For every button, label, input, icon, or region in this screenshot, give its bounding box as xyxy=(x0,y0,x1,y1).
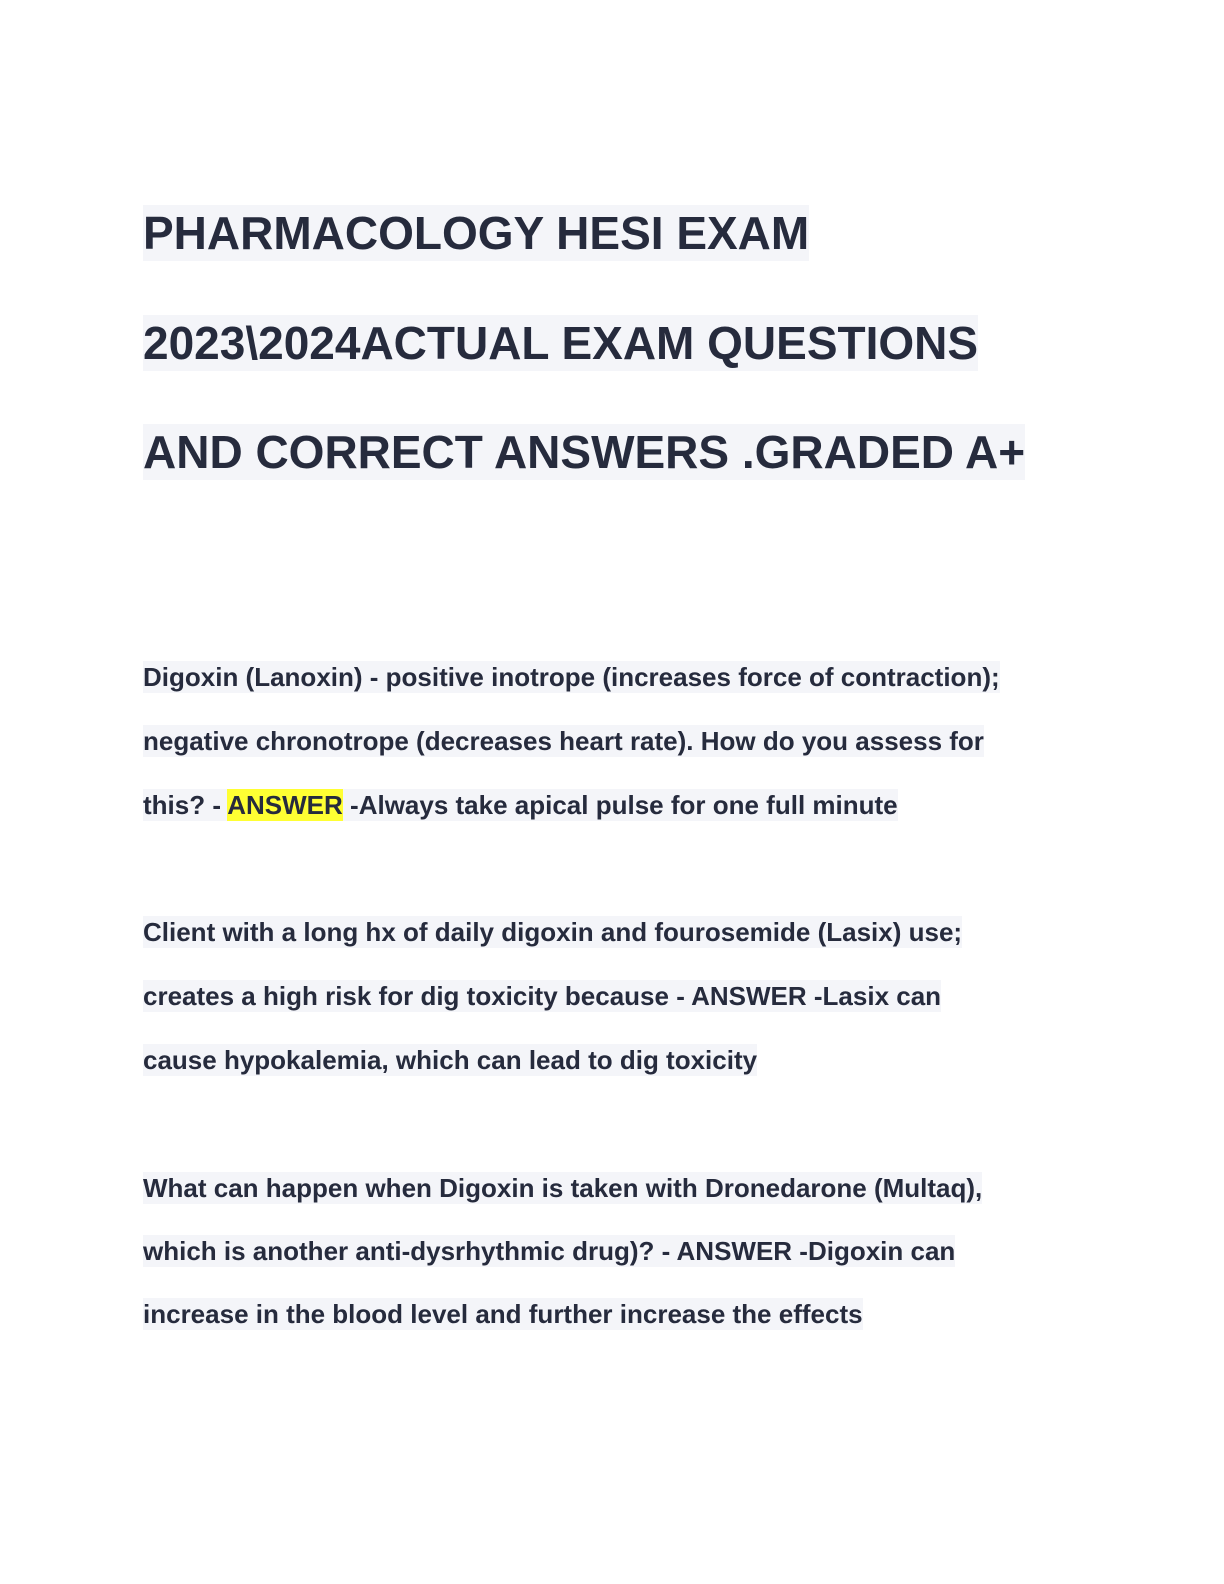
qa-text: Client with a long hx of daily digoxin and fourosemide (Lasix) use; xyxy=(143,917,963,947)
title-text: AND CORRECT ANSWERS .GRADED A+ xyxy=(143,426,1026,478)
qa-text: Digoxin (Lanoxin) - positive inotrope (increases force of contraction); xyxy=(143,662,1000,692)
qa-2-line-3 xyxy=(143,1043,757,1077)
qa-3-line-1 xyxy=(143,1171,982,1205)
qa-text: negative chronotrope (decreases heart rate). How do you assess for xyxy=(143,726,984,756)
qa-text: -Always take apical pulse for one full minute xyxy=(342,790,898,820)
qa-text: this? - xyxy=(143,790,228,820)
title-text: 2023\2024ACTUAL EXAM QUESTIONS xyxy=(143,317,979,369)
qa-text: increase in the blood level and further increase the effects xyxy=(143,1299,863,1329)
qa-1-line-1 xyxy=(143,660,1000,694)
title-text: PHARMACOLOGY HESI EXAM xyxy=(143,207,810,259)
title-line-2 xyxy=(143,315,978,371)
qa-3-line-3 xyxy=(143,1297,863,1331)
qa-3-line-2 xyxy=(143,1234,955,1268)
qa-text: cause hypokalemia, which can lead to dig toxicity xyxy=(143,1045,758,1075)
title-line-3 xyxy=(143,424,1025,480)
qa-2-line-2 xyxy=(143,979,941,1013)
qa-1-line-2 xyxy=(143,724,984,758)
qa-2-line-1 xyxy=(143,915,962,949)
qa-1-line-3 xyxy=(143,788,898,822)
qa-text: What can happen when Digoxin is taken with Dronedarone (Multaq), xyxy=(143,1173,983,1203)
qa-text: which is another anti-dysrhythmic drug)? - ANSWER -Digoxin can xyxy=(143,1236,956,1266)
answer-highlight: ANSWER xyxy=(227,790,343,820)
qa-text: creates a high risk for dig toxicity because - ANSWER -Lasix can xyxy=(143,981,942,1011)
title-line-1 xyxy=(143,205,809,261)
